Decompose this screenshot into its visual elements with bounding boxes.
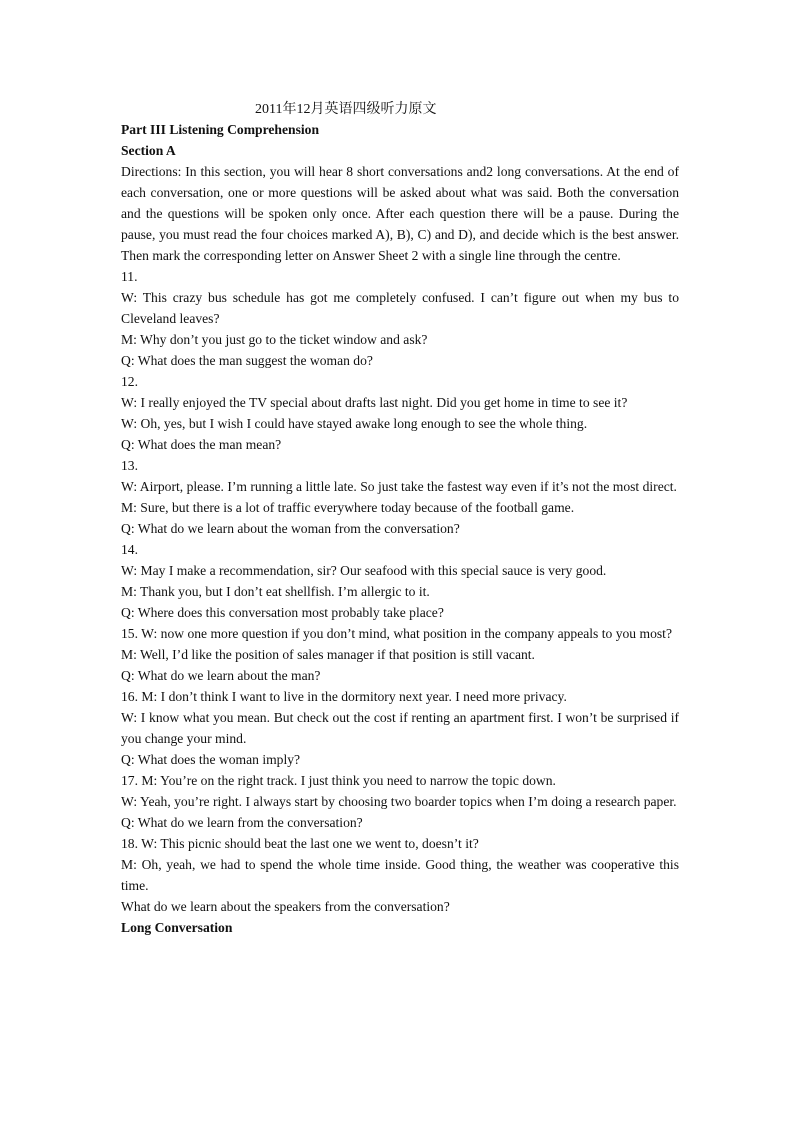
transcript-line: W: Airport, please. I’m running a little late. So just take the fastest way even if it’s not the most direct. (121, 479, 677, 494)
document-body (121, 119, 679, 938)
transcript-line: W: Oh, yes, but I wish I could have stayed awake long enough to see the whole thing. (121, 416, 588, 431)
document-title: 2011年12月英语四级听力原文 (255, 102, 437, 117)
transcript-line: M: Oh, yeah, we had to spend the whole time inside. Good thing, the weather was cooperative this time. (121, 857, 679, 893)
directions-paragraph: Directions: In this section, you will hear 8 short conversations and2 long conversations. At the end of each conversation, one or more questions will be asked about what was said. Both the conversation and the questions will be spoken only once. After each question there will be a pause. During the pause, you must read the four choices marked A), B), C) and D), and decide which is the best answer. Then mark the corresponding letter on Answer Sheet 2 with a single line through the centre. (121, 164, 679, 263)
transcript-line: M: Thank you, but I don’t eat shellfish. I’m allergic to it. (121, 584, 430, 599)
transcript-line: M: Sure, but there is a lot of traffic everywhere today because of the football game. (121, 500, 575, 515)
transcript-line: 14. (121, 542, 138, 557)
transcript-line: 17. M: You’re on the right track. I just think you need to narrow the topic down. (121, 773, 556, 788)
transcript-line: Q: Where does this conversation most probably take place? (121, 605, 444, 620)
transcript-line: 11. (121, 269, 138, 284)
transcript-line: W: I know what you mean. But check out the cost if renting an apartment first. I won’t be surprised if you change your mind. (121, 710, 679, 746)
transcript-line: M: Well, I’d like the position of sales manager if that position is still vacant. (121, 647, 535, 662)
long-conversation-heading: Long Conversation (121, 920, 233, 935)
transcript-line: W: Yeah, you’re right. I always start by choosing two boarder topics when I’m doing a research paper. (121, 794, 677, 809)
transcript-line: Q: What does the man suggest the woman do? (121, 353, 373, 368)
transcript-line: W: This crazy bus schedule has got me completely confused. I can’t figure out when my bus to Cleveland leaves? (121, 290, 679, 326)
transcript-line: M: Why don’t you just go to the ticket window and ask? (121, 332, 428, 347)
transcript-line: W: May I make a recommendation, sir? Our seafood with this special sauce is very good. (121, 563, 607, 578)
transcript-line: 12. (121, 374, 138, 389)
section-heading: Section A (121, 143, 176, 158)
transcript-line: Q: What does the man mean? (121, 437, 282, 452)
transcript-line: Q: What does the woman imply? (121, 752, 301, 767)
transcript-line: W: I really enjoyed the TV special about drafts last night. Did you get home in time to see it? (121, 395, 628, 410)
transcript-line: 16. M: I don’t think I want to live in the dormitory next year. I need more privacy. (121, 689, 567, 704)
transcript-line: 13. (121, 458, 138, 473)
transcript-line: Q: What do we learn from the conversation? (121, 815, 363, 830)
transcript-line: Q: What do we learn about the man? (121, 668, 321, 683)
transcript-line: 18. W: This picnic should beat the last one we went to, doesn’t it? (121, 836, 479, 851)
part-heading: Part III Listening Comprehension (121, 122, 320, 137)
transcript-line: What do we learn about the speakers from the conversation? (121, 899, 450, 914)
transcript-line: 15. W: now one more question if you don’t mind, what position in the company appeals to you most? (121, 626, 672, 641)
transcript-line: Q: What do we learn about the woman from the conversation? (121, 521, 460, 536)
